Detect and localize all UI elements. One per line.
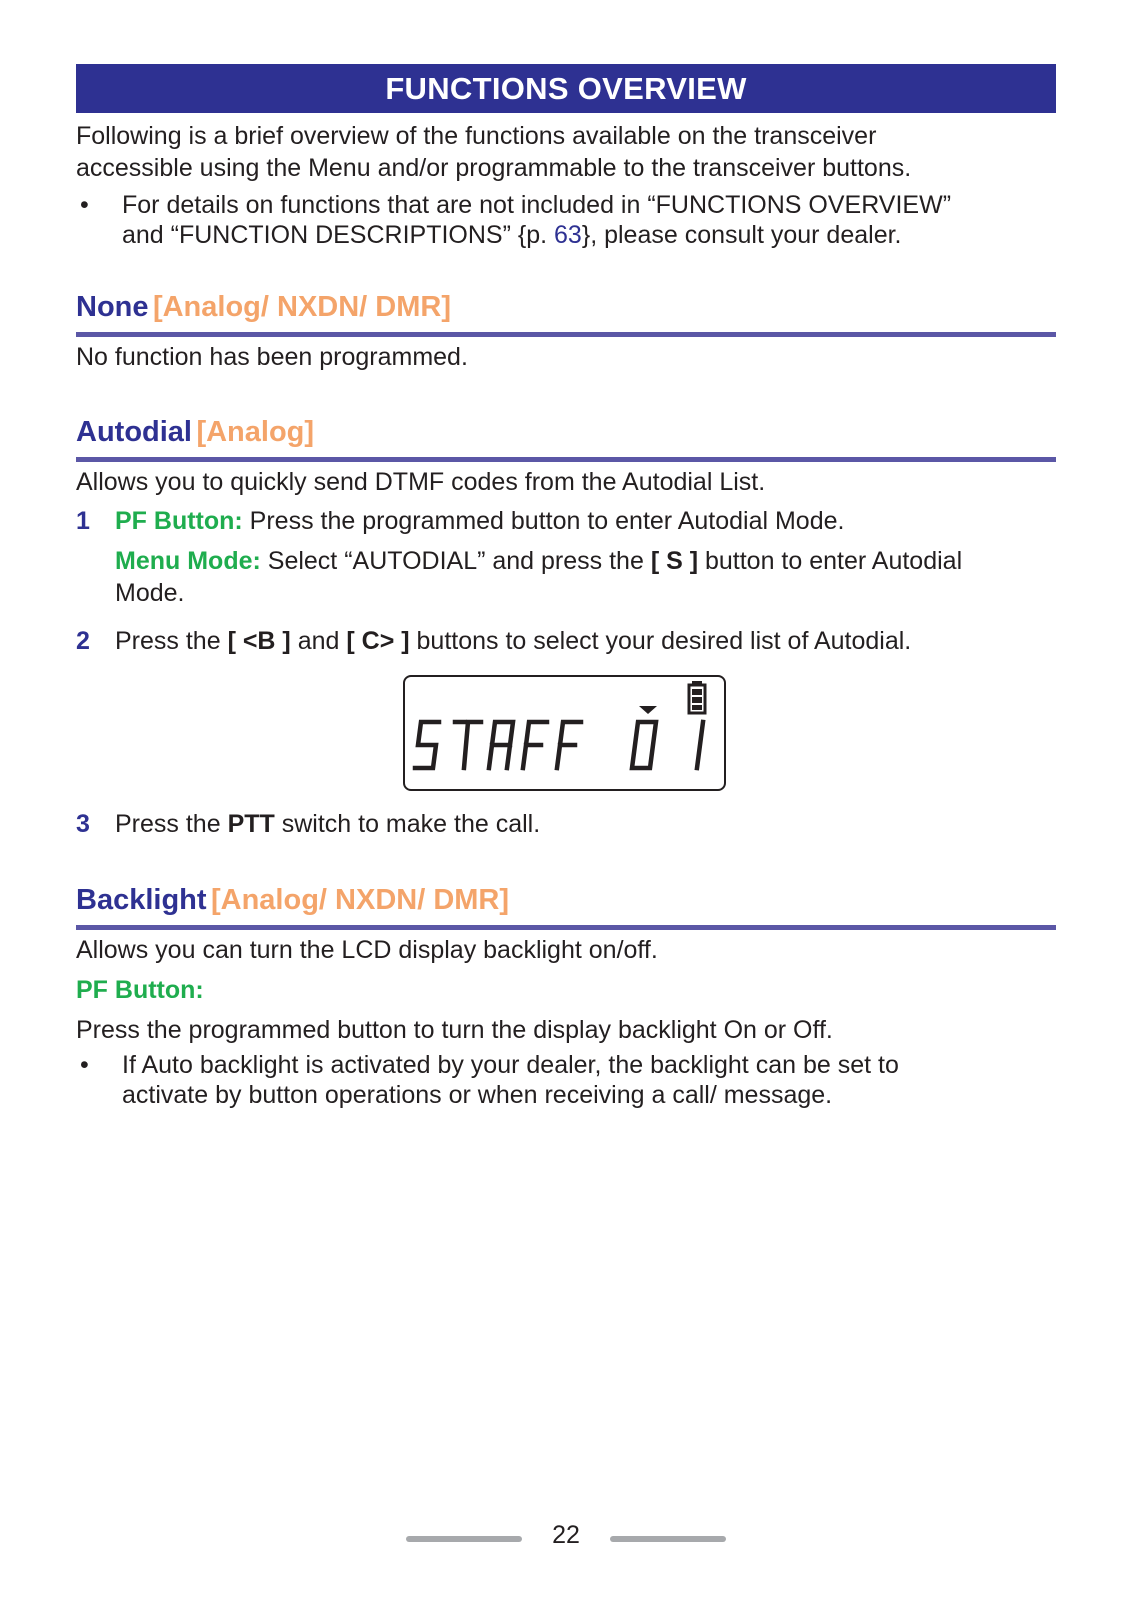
page-reference-link[interactable]: 63 bbox=[554, 221, 582, 249]
none-description: No function has been programmed. bbox=[76, 343, 468, 371]
backlight-description: Allows you can turn the LCD display backlight on/off. bbox=[76, 936, 658, 964]
step-1-pf: PF Button: Press the programmed button to enter Autodial Mode. bbox=[115, 507, 845, 535]
page-number: 22 bbox=[552, 1521, 580, 1549]
section-title: Backlight bbox=[76, 884, 207, 916]
intro-bullet-line-2: and “FUNCTION DESCRIPTIONS” {p. 63}, please consult your dealer. bbox=[122, 221, 902, 249]
backlight-pf-text: Press the programmed button to turn the display backlight On or Off. bbox=[76, 1016, 833, 1044]
lcd-segment-text bbox=[405, 677, 728, 793]
intro-line-2: accessible using the Menu and/or programmable to the transceiver buttons. bbox=[76, 154, 912, 182]
section-heading-autodial bbox=[76, 412, 1056, 462]
section-modes: [Analog/ NXDN/ DMR] bbox=[210, 884, 510, 916]
section-title: Autodial bbox=[76, 416, 192, 448]
pf-button-label: PF Button: bbox=[115, 507, 243, 535]
battery-icon bbox=[689, 681, 705, 713]
step-2-text: Press the [ <B ] and [ C> ] buttons to select your desired list of Autodial. bbox=[115, 627, 912, 655]
lcd-indicator-icon bbox=[639, 706, 657, 714]
bullet-dot: • bbox=[80, 191, 89, 219]
bullet-dot: • bbox=[80, 1051, 89, 1079]
intro-line-1: Following is a brief overview of the functions available on the transceiver bbox=[76, 122, 877, 150]
step-number: 1 bbox=[76, 507, 90, 535]
page-banner-title: FUNCTIONS OVERVIEW bbox=[76, 64, 1056, 113]
step-number: 3 bbox=[76, 810, 90, 838]
backlight-bullet-line-2: activate by button operations or when receiving a call/ message. bbox=[122, 1081, 833, 1109]
autodial-description: Allows you to quickly send DTMF codes from the Autodial List. bbox=[76, 468, 766, 496]
s-key-label: [ S ] bbox=[650, 547, 699, 575]
footer-rule-right bbox=[610, 1536, 726, 1542]
section-modes: [Analog] bbox=[196, 416, 315, 448]
intro-bullet-line-1: For details on functions that are not included in “FUNCTIONS OVERVIEW” bbox=[122, 191, 952, 219]
step-number: 2 bbox=[76, 627, 90, 655]
menu-mode-label: Menu Mode: bbox=[115, 547, 261, 575]
footer-rule-left bbox=[406, 1536, 522, 1542]
section-heading-backlight bbox=[76, 880, 1056, 930]
section-title: None bbox=[76, 291, 149, 323]
section-modes: [Analog/ NXDN/ DMR] bbox=[152, 291, 451, 323]
section-heading-none bbox=[76, 287, 1056, 337]
step-1-menu-line-2: Mode. bbox=[115, 579, 185, 607]
c-key-label: [ C> ] bbox=[346, 627, 410, 655]
step-3-text: Press the PTT switch to make the call. bbox=[115, 810, 541, 838]
step-1-menu: Menu Mode: Select “AUTODIAL” and press the [ S ] button to enter Autodial bbox=[115, 547, 963, 575]
b-key-label: [ <B ] bbox=[227, 627, 291, 655]
ptt-key-label: PTT bbox=[227, 810, 275, 838]
backlight-bullet-line-1: If Auto backlight is activated by your dealer, the backlight can be set to bbox=[122, 1051, 899, 1079]
pf-button-label: PF Button: bbox=[76, 976, 204, 1004]
lcd-display bbox=[403, 675, 726, 791]
